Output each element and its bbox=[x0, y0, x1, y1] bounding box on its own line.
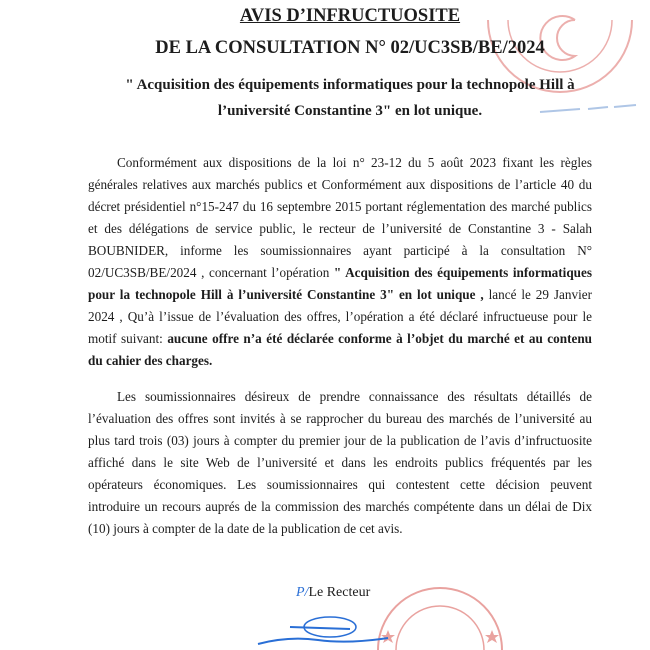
text-line bbox=[88, 430, 592, 452]
text-line bbox=[88, 262, 592, 284]
text: décret présidentiel n°15-247 du 16 septembre 2015 portant réglementation des marché publics bbox=[88, 199, 592, 214]
text-line bbox=[88, 328, 592, 350]
text-line bbox=[88, 408, 592, 430]
text-line bbox=[88, 174, 592, 196]
text: introduire un recours auprés de la commission des marchés compétente dans un délai de Dix bbox=[88, 499, 592, 514]
text-line bbox=[88, 350, 592, 372]
paragraph-decision bbox=[88, 152, 592, 372]
text: Conformément aux dispositions de la loi n° 23-12 du 5 août 2023 fixant les règles bbox=[117, 155, 592, 170]
text: BOUBNIDER, informe les soumissionnaires ayant participé à la consultation N° bbox=[88, 243, 592, 258]
bold-text: aucune offre n’a été déclarée conforme à l’objet du marché et au contenu bbox=[167, 331, 592, 346]
text: générales relatives aux marchés publics et Conformément aux dispositions de l’article 40 du bbox=[88, 177, 592, 192]
text-line bbox=[88, 218, 592, 240]
text-line bbox=[88, 240, 592, 262]
text-line bbox=[88, 284, 592, 306]
bold-text: pour la technopole Hill à l’université Constantine 3" en lot unique , bbox=[88, 287, 484, 302]
signature-block bbox=[296, 584, 370, 602]
paragraph-recourse bbox=[88, 386, 592, 540]
object-line: " Acquisition des équipements informatiques pour la technopole Hill à bbox=[125, 77, 575, 93]
object-line: l’université Constantine 3" en lot unique. bbox=[217, 103, 483, 119]
text: opérateurs économiques. Les soumissionnaires qui contestent cette décision peuvent bbox=[88, 477, 592, 492]
star-icon bbox=[485, 630, 499, 643]
bold-text: " Acquisition des équipements informatiques bbox=[333, 265, 592, 280]
text: plus tard trois (03) jours à compter du premier jour de la publication de l’avis d’infructuosite bbox=[88, 433, 592, 448]
text-line bbox=[88, 152, 592, 174]
signature-prefix: P/ bbox=[296, 585, 309, 600]
text: l’évaluation des offres sont invités à se rapprocher du bureau des marchés de l’université au bbox=[88, 411, 592, 426]
text: lancé le 29 Janvier bbox=[483, 287, 592, 302]
consultation-number: DE LA CONSULTATION N° 02/UC3SB/BE/2024 bbox=[155, 38, 545, 58]
bold-text: du cahier des charges. bbox=[88, 353, 213, 368]
text: motif suivant: bbox=[88, 331, 168, 346]
text: (10) jours à compter de la date de la publication de cet avis. bbox=[88, 521, 403, 536]
text: 2024 , Qu’à l’issue de l’évaluation des offres, l’opération a été déclaré infructueuse pour le bbox=[88, 309, 592, 324]
document-title: AVIS D’INFRUCTUOSITE bbox=[239, 6, 461, 26]
text-line bbox=[88, 196, 592, 218]
text: Les soumissionnaires désireux de prendre connaissance des résultats détaillés de bbox=[117, 389, 592, 404]
text-line bbox=[88, 452, 592, 474]
signatory-title: Le Recteur bbox=[308, 585, 371, 600]
text-line bbox=[88, 474, 592, 496]
text: et des délégations de service public, le recteur de l’université de Constantine 3 - Salah bbox=[88, 221, 592, 236]
text-line bbox=[88, 386, 592, 408]
text-line bbox=[88, 518, 592, 540]
object-heading bbox=[25, 72, 650, 124]
text-line bbox=[88, 496, 592, 518]
handwritten-signature bbox=[250, 614, 400, 650]
text: 02/UC3SB/BE/2024 , concernant l’opération bbox=[88, 265, 334, 280]
text: affiché dans le site Web de l’université et dans les endroits publics fréquentés par les bbox=[88, 455, 592, 470]
text-line bbox=[88, 306, 592, 328]
